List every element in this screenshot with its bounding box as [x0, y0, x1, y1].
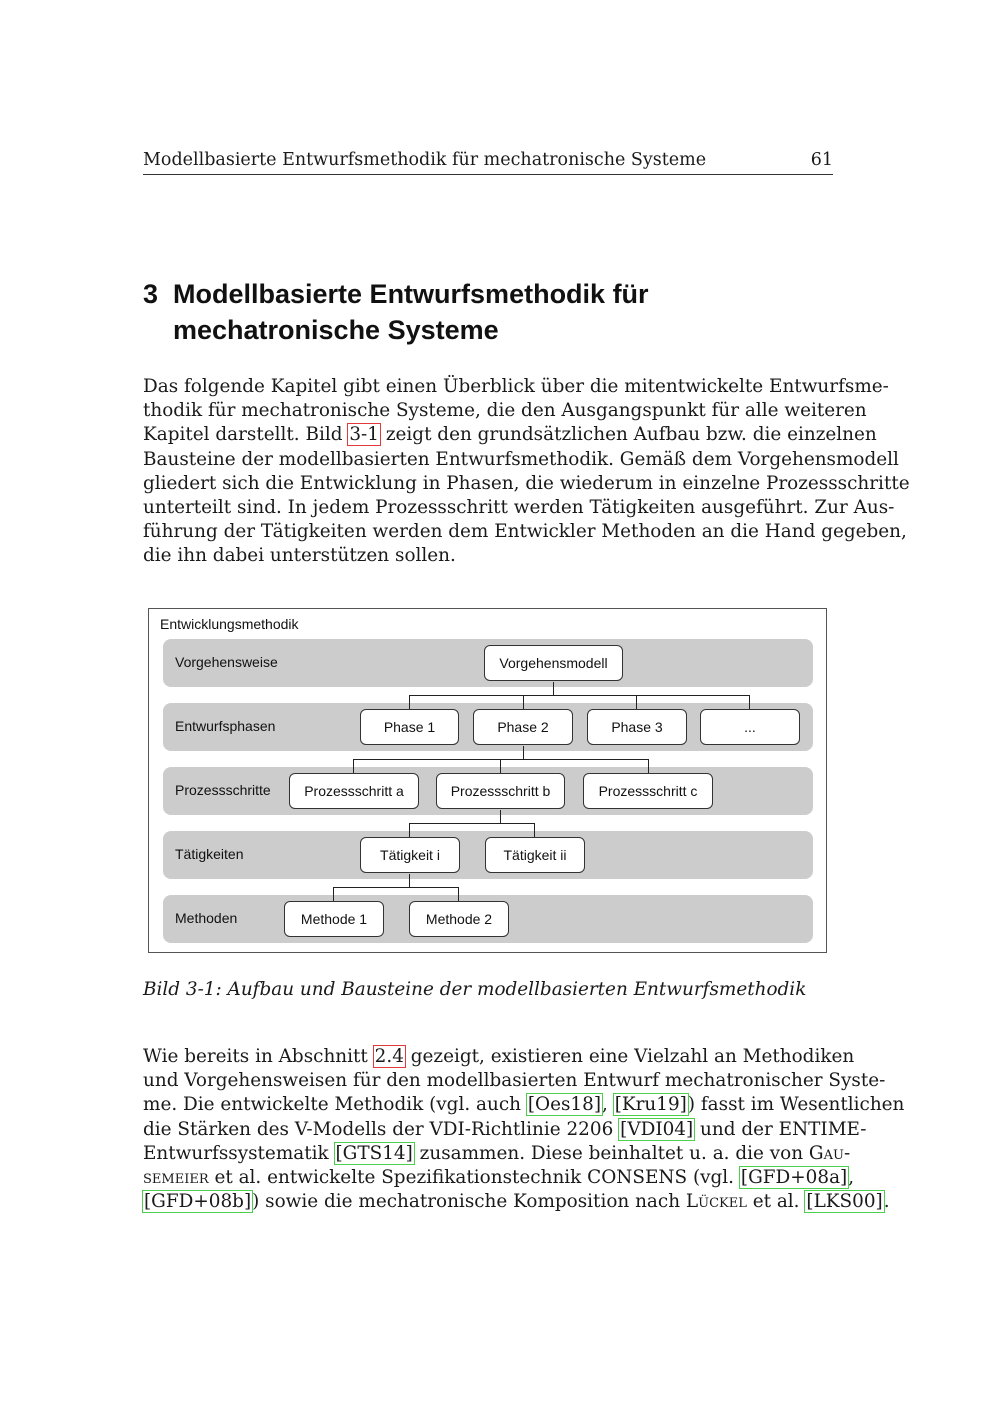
connector-line — [409, 823, 410, 837]
running-header — [143, 148, 833, 175]
citation-link[interactable]: [GTS14] — [335, 1142, 413, 1164]
connector-line — [409, 695, 750, 696]
citation-link[interactable]: [LKS00] — [806, 1191, 883, 1213]
text-line: Das folgende Kapitel gibt einen Überblick über die mitentwickelte Entwurfsme- — [143, 376, 889, 397]
band-label: Tätigkeiten — [175, 846, 244, 862]
method-diagram — [148, 608, 827, 953]
text-span: et al. — [752, 1191, 800, 1213]
citation-link[interactable]: [Kru19] — [614, 1094, 687, 1116]
text-span: gezeigt, existieren eine Vielzahl an Methodiken — [410, 1046, 855, 1067]
connector-line — [648, 759, 649, 773]
node-phase-more: ... — [700, 709, 800, 745]
chapter-heading — [143, 276, 843, 348]
chapter-title-line1: Modellbasierte Entwurfsmethodik für — [173, 279, 649, 309]
node-methode-1: Methode 1 — [284, 901, 384, 937]
text-span: zusammen. Diese beinhaltet u. a. die von — [419, 1142, 804, 1164]
text-span: , — [602, 1094, 608, 1116]
node-taetigkeit-ii: Tätigkeit ii — [485, 837, 585, 873]
band-label: Prozessschritte — [175, 782, 271, 798]
connector-line — [458, 887, 459, 901]
text-span: Kapitel darstellt. Bild — [143, 424, 343, 446]
band-label: Entwurfsphasen — [175, 718, 276, 734]
text-span: me. Die entwickelte Methodik (vgl. auch — [143, 1094, 521, 1116]
node-prozessschritt-c: Prozessschritt c — [583, 773, 713, 809]
text-line — [143, 1142, 851, 1166]
text-line: unterteilt sind. In jedem Prozessschritt werden Tätigkeiten ausgeführt. Zur Aus- — [143, 497, 895, 519]
text-span: , — [848, 1167, 855, 1189]
chapter-number: 3 — [143, 279, 159, 309]
citation-link[interactable]: [GFD+08b] — [144, 1191, 252, 1213]
connector-line — [749, 695, 750, 709]
figure-caption: Bild 3-1: Aufbau und Bausteine der modellbasierten Entwurfsmethodik — [143, 979, 807, 1000]
connector-line — [553, 682, 554, 695]
citation-link[interactable]: [VDI04] — [620, 1118, 694, 1140]
author-name: Lückel — [685, 1191, 747, 1213]
text-span: und der ENTIME- — [700, 1118, 867, 1140]
text-line: und Vorgehensweisen für den modellbasierten Entwurf mechatronischer Syste- — [143, 1070, 886, 1092]
text-line — [143, 1045, 855, 1069]
connector-line — [636, 695, 637, 709]
node-taetigkeit-i: Tätigkeit i — [360, 837, 460, 873]
section-ref-link[interactable]: 2.4 — [374, 1046, 404, 1067]
citation-link[interactable]: [Oes18] — [527, 1094, 601, 1116]
intro-paragraph — [143, 375, 910, 569]
text-span: ) fasst im Wesentlichen — [687, 1094, 905, 1116]
methodology-paragraph — [143, 1045, 905, 1214]
connector-line — [333, 887, 459, 888]
text-line — [143, 1093, 905, 1117]
running-title: Modellbasierte Entwurfsmethodik für mechatronische Systeme — [143, 150, 707, 170]
text-span: et al. entwickelte Spezifikationstechnik CONSENS (vgl. — [214, 1167, 735, 1189]
chapter-title-line2: mechatronische Systeme — [173, 315, 499, 345]
text-line: thodik für mechatronische Systeme, die den Ausgangspunkt für alle weiteren — [143, 400, 867, 422]
connector-line — [353, 759, 649, 760]
node-methode-2: Methode 2 — [409, 901, 509, 937]
text-span: zeigt den grundsätzlichen Aufbau bzw. die einzelnen — [385, 424, 877, 446]
page-number: 61 — [810, 150, 833, 170]
text-line — [143, 423, 877, 447]
connector-line — [353, 759, 354, 773]
text-line: führung der Tätigkeiten werden dem Entwickler Methoden an die Hand gegeben, — [143, 521, 907, 543]
text-line — [143, 1166, 855, 1190]
citation-link[interactable]: [GFD+08a] — [740, 1167, 848, 1189]
text-span: ) sowie die mechatronische Komposition nach — [252, 1191, 681, 1213]
node-prozessschritt-b: Prozessschritt b — [436, 773, 565, 809]
connector-line — [523, 746, 524, 759]
text-span: die Stärken des V-Modells der VDI-Richtlinie 2206 — [143, 1118, 614, 1140]
connector-line — [409, 874, 410, 887]
text-span: Wie bereits in Abschnitt — [143, 1046, 368, 1067]
band-label: Methoden — [175, 910, 238, 926]
text-line — [143, 1118, 867, 1142]
connector-line — [523, 695, 524, 709]
text-span: . — [883, 1191, 890, 1213]
author-name: Gau- — [808, 1142, 851, 1164]
connector-line — [500, 810, 501, 823]
node-phase-2: Phase 2 — [473, 709, 573, 745]
connector-line — [409, 823, 535, 824]
author-name: semeier — [143, 1167, 209, 1189]
connector-line — [409, 695, 410, 709]
node-phase-1: Phase 1 — [360, 709, 459, 745]
band-label: Vorgehensweise — [175, 654, 278, 670]
text-line: die ihn dabei unterstützen sollen. — [143, 545, 456, 567]
figure-ref-link[interactable]: 3-1 — [349, 424, 379, 446]
node-phase-3: Phase 3 — [587, 709, 687, 745]
text-line — [143, 1190, 890, 1214]
connector-line — [534, 823, 535, 837]
connector-line — [333, 887, 334, 901]
text-line: gliedert sich die Entwicklung in Phasen, die wiederum in einzelne Prozessschritte — [143, 472, 910, 494]
connector-line — [500, 759, 501, 773]
node-prozessschritt-a: Prozessschritt a — [289, 773, 419, 809]
text-span: Entwurfssystematik — [143, 1142, 329, 1164]
node-vorgehensmodell: Vorgehensmodell — [484, 645, 623, 681]
diagram-title: Entwicklungsmethodik — [160, 616, 299, 632]
text-line: Bausteine der modellbasierten Entwurfsmethodik. Gemäß dem Vorgehensmodell — [143, 448, 899, 470]
